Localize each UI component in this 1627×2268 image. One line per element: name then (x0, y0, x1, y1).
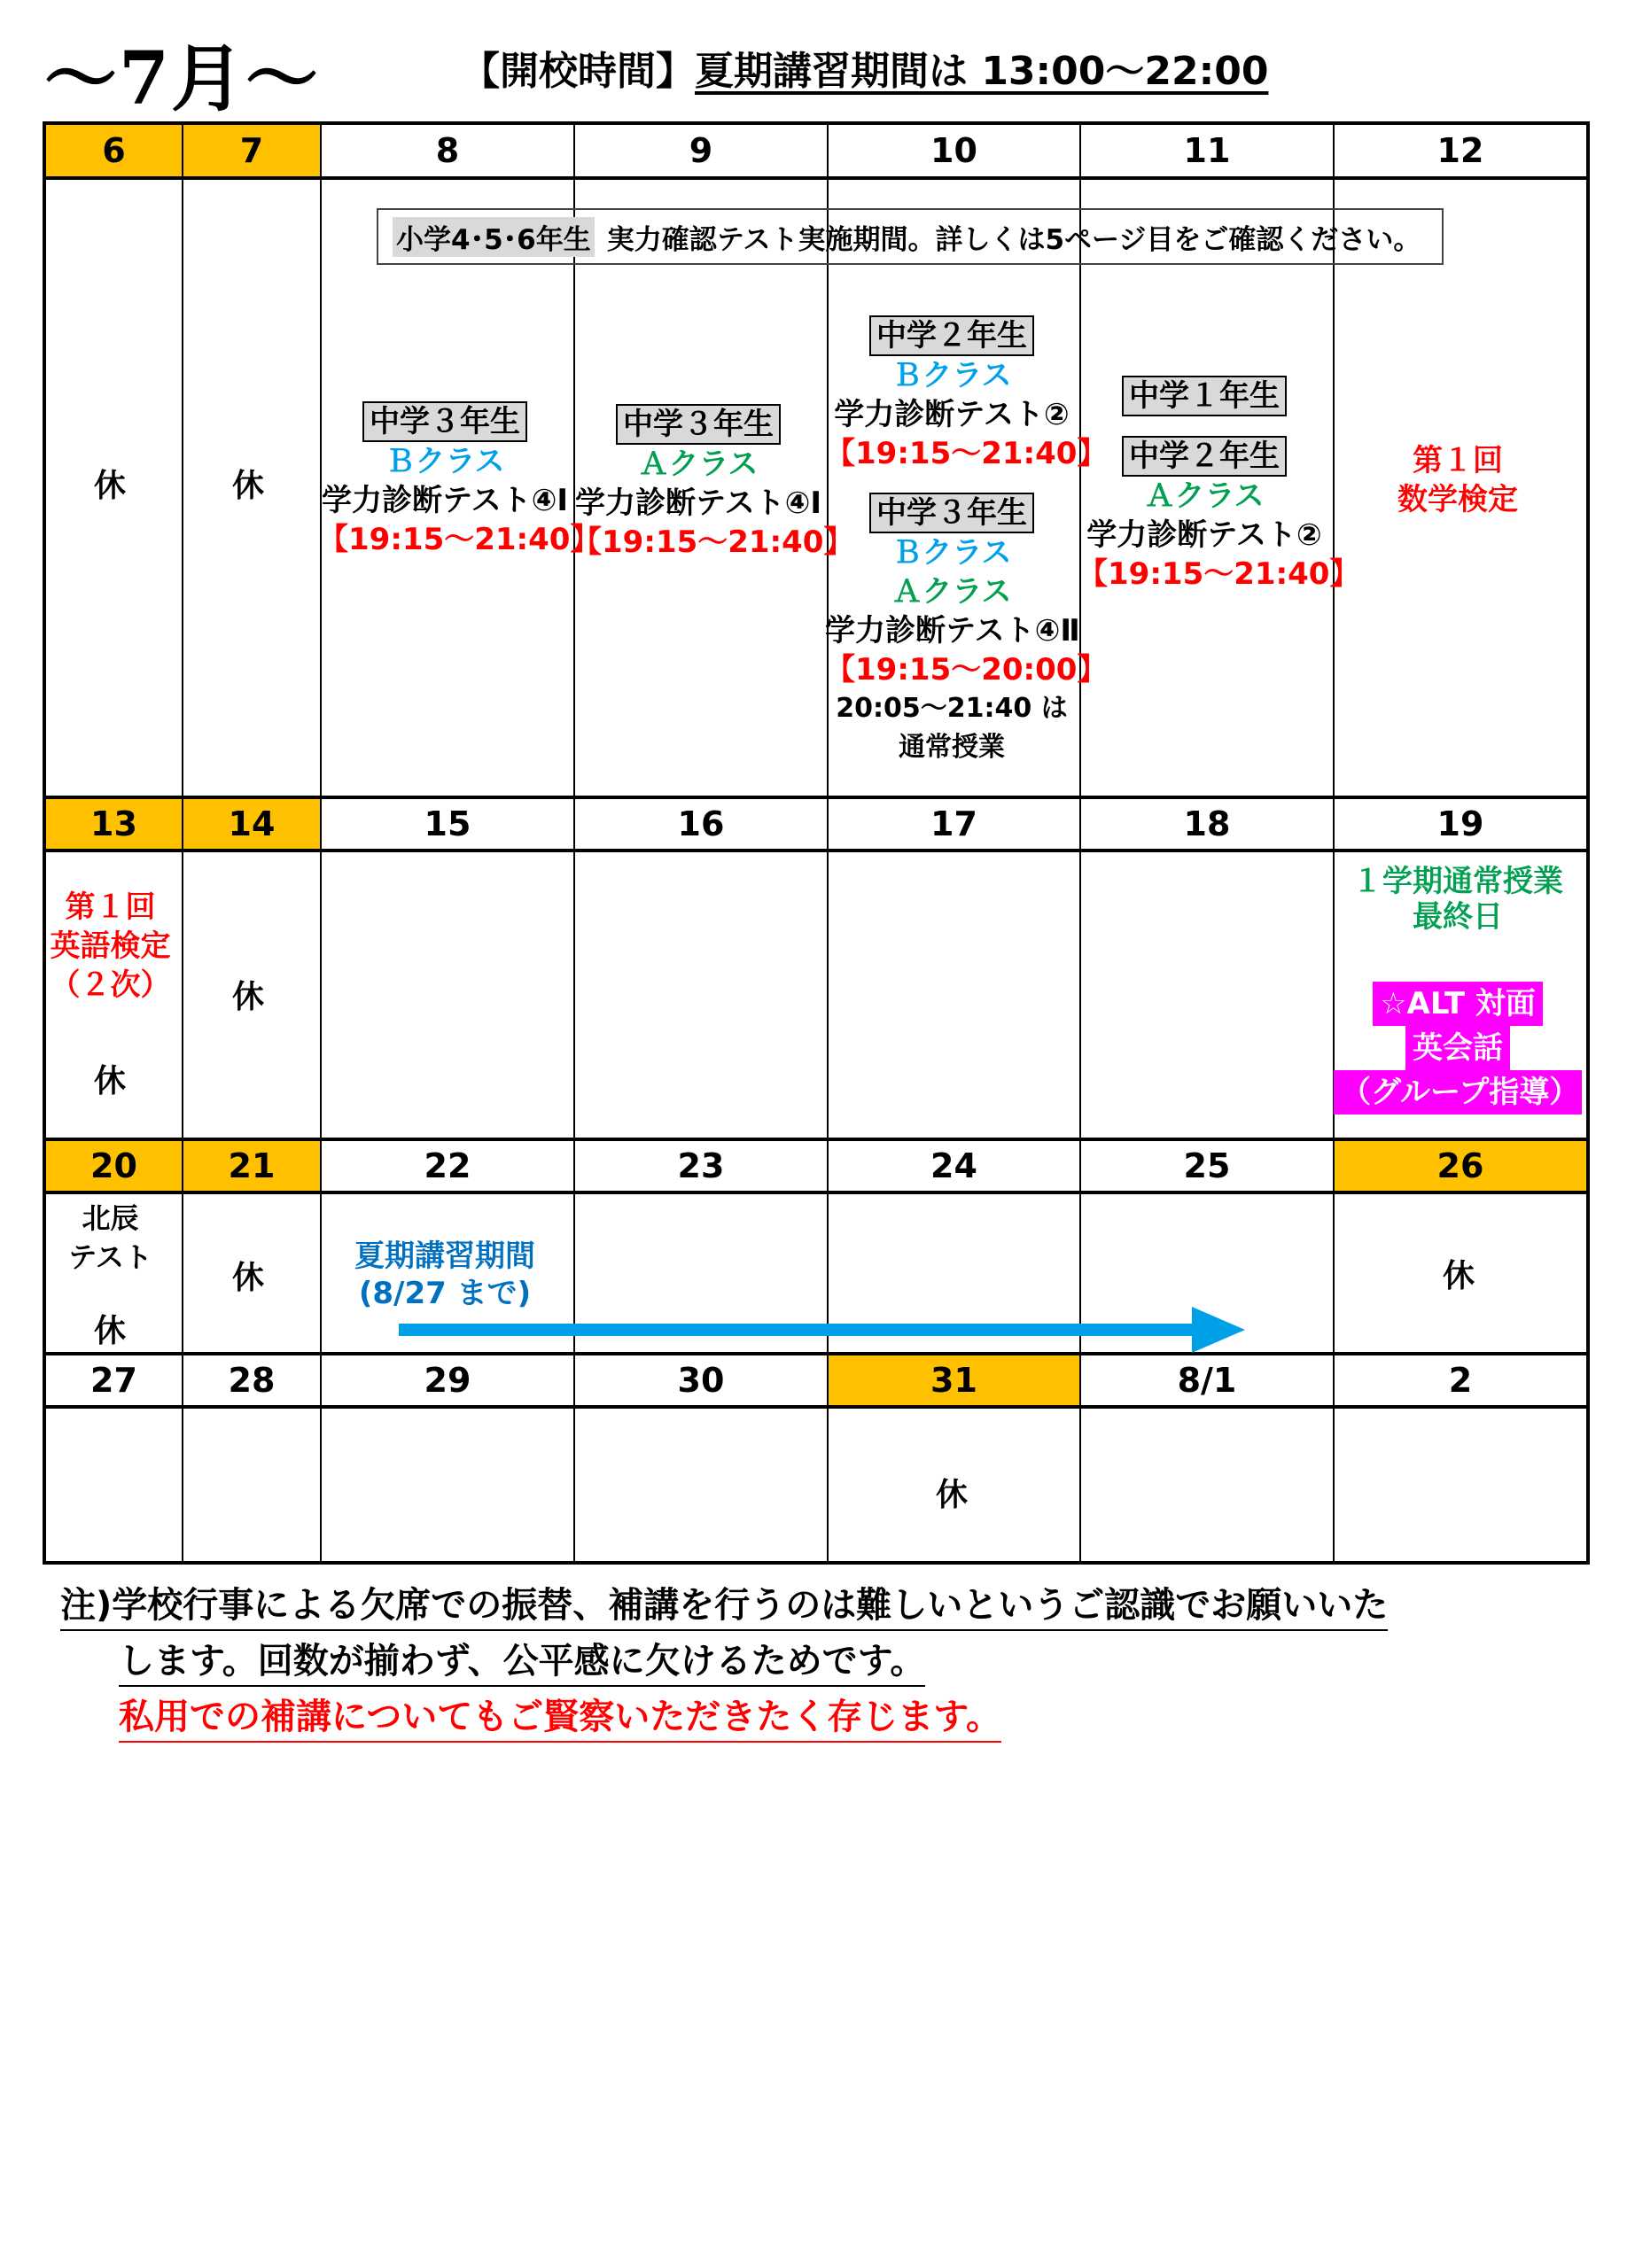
date-cell: 18 (1183, 804, 1231, 843)
event-line: 数学検定 (1397, 482, 1518, 517)
date-cell: 26 (1335, 1141, 1586, 1191)
date-cell: 7 (183, 125, 320, 176)
event-line: １学期通常授業 (1352, 864, 1563, 899)
event-jul19 (1331, 864, 1584, 935)
closed-label: 休 (232, 979, 265, 1015)
notice-box (377, 208, 1444, 265)
event-jul11 (1078, 376, 1360, 594)
event-jul20 (43, 1199, 178, 1277)
event-jul22 (318, 1238, 572, 1312)
event-line: （２次） (50, 967, 171, 1003)
hours-text: 夏期講習期間は 13:00〜22:00 (695, 49, 1269, 94)
event-line: 最終日 (1413, 899, 1503, 935)
date-cell: 8 (435, 131, 460, 170)
hours-label: 【開校時間】 (461, 49, 695, 94)
event-line: 英語検定 (50, 928, 171, 964)
date-cell: 25 (1183, 1146, 1231, 1185)
closed-label: 休 (232, 468, 265, 504)
date-cell: 14 (183, 799, 320, 849)
test-name: 学力診断テスト② (834, 397, 1070, 432)
test-time: 【19:15〜21:40】 (318, 522, 601, 557)
test-name: 学力診断テスト④Ⅰ (321, 483, 569, 518)
grade-badge: 中学３年生 (616, 404, 781, 445)
grade-badge: 中学１年生 (1122, 376, 1287, 416)
date-cell: 28 (228, 1361, 276, 1400)
date-cell: 11 (1183, 131, 1231, 170)
date-cell: 29 (424, 1361, 471, 1400)
test-name: 学力診断テスト② (1086, 517, 1322, 553)
date-cell: 15 (424, 804, 471, 843)
event-jul9 (572, 404, 854, 562)
class-label: Ａクラス (1144, 478, 1265, 514)
test-time: 【19:15〜21:40】 (572, 524, 854, 560)
month-title: 〜7月〜 (44, 36, 321, 121)
test-name: 学力診断テスト④Ⅰ (574, 485, 822, 521)
event-jul13 (43, 888, 178, 1005)
date-cell: 6 (46, 125, 182, 176)
alt-badge (1334, 982, 1582, 1115)
note-line-1: 注)学校行事による欠席での振替、補講を行うのは難しいというご認識でお願いいた (60, 1577, 1388, 1631)
grade-badge: 中学３年生 (362, 401, 527, 442)
date-cell: 12 (1436, 131, 1484, 170)
notice-grade: 小学4･5･6年生 (393, 217, 595, 257)
notice-text: 実力確認テスト実施期間。詳しくは5ページ目をご確認ください。 (606, 223, 1421, 256)
date-cell: 19 (1436, 804, 1484, 843)
grade-badge: 中学３年生 (869, 493, 1034, 533)
class-label: Ｂクラス (891, 358, 1012, 393)
date-cell: 13 (46, 799, 182, 849)
event-line: 夏期講習期間 (354, 1239, 535, 1274)
date-cell: 8/1 (1177, 1361, 1237, 1400)
alt-line: 英会話 (1405, 1026, 1510, 1070)
event-line: 第１回 (65, 889, 156, 925)
arrow-head (1192, 1307, 1245, 1353)
date-cell: 16 (677, 804, 725, 843)
date-cell: 27 (90, 1361, 137, 1400)
arrow-shaft (399, 1324, 1196, 1336)
event-line: 北辰 (82, 1201, 139, 1235)
note-line-2: します。回数が揃わず、公平感に欠けるためです。 (119, 1633, 925, 1687)
test-name: 学力診断テスト④Ⅱ (825, 613, 1080, 649)
grade-badge: 中学２年生 (1122, 436, 1287, 477)
class-label: Ａクラス (638, 447, 759, 482)
date-cell: 23 (677, 1146, 725, 1185)
closed-label: 休 (94, 1313, 127, 1349)
event-jul8 (318, 401, 601, 559)
event-jul12 (1331, 441, 1584, 519)
closed-label: 休 (936, 1477, 969, 1513)
closed-label: 休 (94, 468, 127, 504)
date-cell: 31 (829, 1355, 1079, 1405)
extra-note: 20:05〜21:40 は (836, 693, 1068, 724)
date-cell: 2 (1448, 1361, 1473, 1400)
test-time: 【19:15〜21:40】 (825, 436, 1108, 471)
closed-label: 休 (94, 1063, 127, 1099)
event-jul10 (825, 315, 1108, 767)
alt-line: （グループ指導） (1334, 1070, 1582, 1115)
event-line: テスト (68, 1240, 152, 1274)
date-cell: 9 (689, 131, 713, 170)
period-arrow (390, 1302, 1258, 1355)
event-line: (8/27 まで) (358, 1276, 532, 1311)
date-cell: 21 (183, 1141, 320, 1191)
event-line: 第１回 (1413, 443, 1503, 478)
date-cell: 20 (46, 1141, 182, 1191)
date-cell: 17 (930, 804, 977, 843)
class-label: Ｂクラス (891, 535, 1012, 571)
closed-label: 休 (1443, 1258, 1475, 1294)
date-cell: 22 (424, 1146, 471, 1185)
closed-label: 休 (232, 1260, 265, 1296)
note-line-3: 私用での補講についてもご賢察いただきたく存じます。 (119, 1689, 1001, 1743)
date-cell: 24 (930, 1146, 977, 1185)
date-cell: 10 (930, 131, 977, 170)
class-label: Ａクラス (891, 574, 1012, 610)
class-label: Ｂクラス (385, 444, 505, 479)
grade-badge: 中学２年生 (869, 315, 1034, 356)
opening-hours (461, 39, 1268, 96)
extra-note: 通常授業 (899, 732, 1005, 763)
date-cell: 30 (677, 1361, 725, 1400)
test-time: 【19:15〜21:40】 (1078, 556, 1360, 592)
test-time: 【19:15〜20:00】 (825, 652, 1108, 687)
alt-line: ☆ALT 対面 (1373, 982, 1543, 1026)
